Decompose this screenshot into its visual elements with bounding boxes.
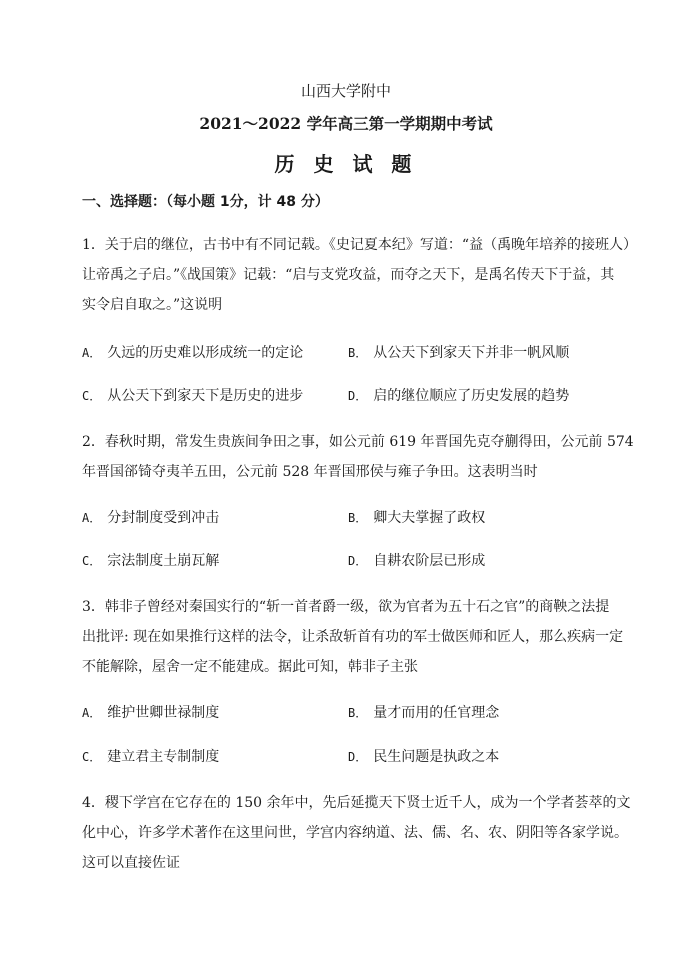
question-1-stem-line-2: 让帝禹之子启。”《战国策》记载：“启与支党攻益，而夺之天下，是禹名传天下于益，其	[82, 267, 615, 283]
option-text: 宗法制度土崩瓦解	[107, 553, 220, 569]
option-key: B．	[348, 511, 368, 525]
section-title: 一、选择题：（每小题 1分，计 48 分）	[82, 194, 329, 210]
question-3-option-a	[82, 706, 219, 720]
question-1-option-c	[82, 389, 303, 403]
question-1-option-d	[348, 389, 569, 403]
option-text: 久远的历史难以形成统一的定论	[107, 345, 304, 361]
question-4-stem-line-1: 4．稷下学宫在它存在的 150 余年中，先后延揽天下贤士近千人，成为一个学者荟萃的文	[82, 795, 631, 811]
option-text: 量才而用的任官理念	[373, 705, 500, 721]
option-text: 自耕农阶层已形成	[373, 553, 486, 569]
question-3-stem-line-1: 3．韩非子曾经对秦国实行的“斩一首者爵一级，欲为官者为五十石之官”的商鞅之法提	[82, 599, 610, 615]
option-key: A．	[82, 346, 102, 360]
option-key: D．	[348, 554, 368, 568]
subject-title: 历 史 试 题	[274, 152, 418, 176]
option-text: 启的继位顺应了历史发展的趋势	[373, 388, 570, 404]
option-text: 分封制度受到冲击	[107, 510, 220, 526]
option-text: 从公天下到家天下并非一帆风顺	[373, 345, 570, 361]
question-2-stem-line-1: 2．春秋时期，常发生贵族间争田之事，如公元前 619 年晋国先克夺蒯得田，公元前 574	[82, 434, 634, 450]
option-text: 建立君主专制制度	[107, 749, 220, 765]
question-2-option-c	[82, 554, 219, 568]
question-2-option-a	[82, 511, 219, 525]
option-text: 从公天下到家天下是历史的进步	[107, 388, 304, 404]
option-text: 民生问题是执政之本	[373, 749, 500, 765]
exam-title: 2021～2022 学年高三第一学期期中考试	[199, 114, 493, 133]
question-1-option-a	[82, 346, 303, 360]
option-key: C．	[82, 389, 102, 403]
question-3-stem-line-3: 不能解除，屋舍一定不能建成。据此可知，韩非子主张	[82, 659, 418, 675]
school-name: 山西大学附中	[300, 82, 391, 100]
question-2-option-d	[348, 554, 485, 568]
option-key: C．	[82, 554, 102, 568]
question-2-option-b	[348, 511, 485, 525]
question-1-option-b	[348, 346, 569, 360]
question-2-stem-line-2: 年晋国郤锜夺夷羊五田，公元前 528 年晋国邢侯与雍子争田。这表明当时	[82, 464, 538, 480]
question-3-option-d	[348, 750, 499, 764]
option-key: D．	[348, 389, 368, 403]
option-key: B．	[348, 706, 368, 720]
option-text: 维护世卿世禄制度	[107, 705, 220, 721]
question-1-stem-line-3: 实令启自取之。”这说明	[82, 297, 223, 313]
question-4-stem-line-2: 化中心，许多学术著作在这里问世，学宫内容纳道、法、儒、名、农、阴阳等各家学说。	[82, 825, 628, 841]
question-3-option-c	[82, 750, 219, 764]
option-key: B．	[348, 346, 368, 360]
question-1-stem-line-1: 1．关于启的继位，古书中有不同记载。《史记夏本纪》写道：“益（禹晚年培养的接班人）	[82, 237, 638, 253]
question-3-stem-line-2: 出批评: 现在如果推行这样的法令，让杀敌斩首有功的军士做医师和匠人，那么疾病一定	[82, 629, 624, 645]
question-3-option-b	[348, 706, 499, 720]
question-4-stem-line-3: 这可以直接佐证	[82, 855, 180, 871]
option-key: A．	[82, 706, 102, 720]
option-key: D．	[348, 750, 368, 764]
option-key: A．	[82, 511, 102, 525]
option-text: 卿大夫掌握了政权	[373, 510, 486, 526]
option-key: C．	[82, 750, 102, 764]
